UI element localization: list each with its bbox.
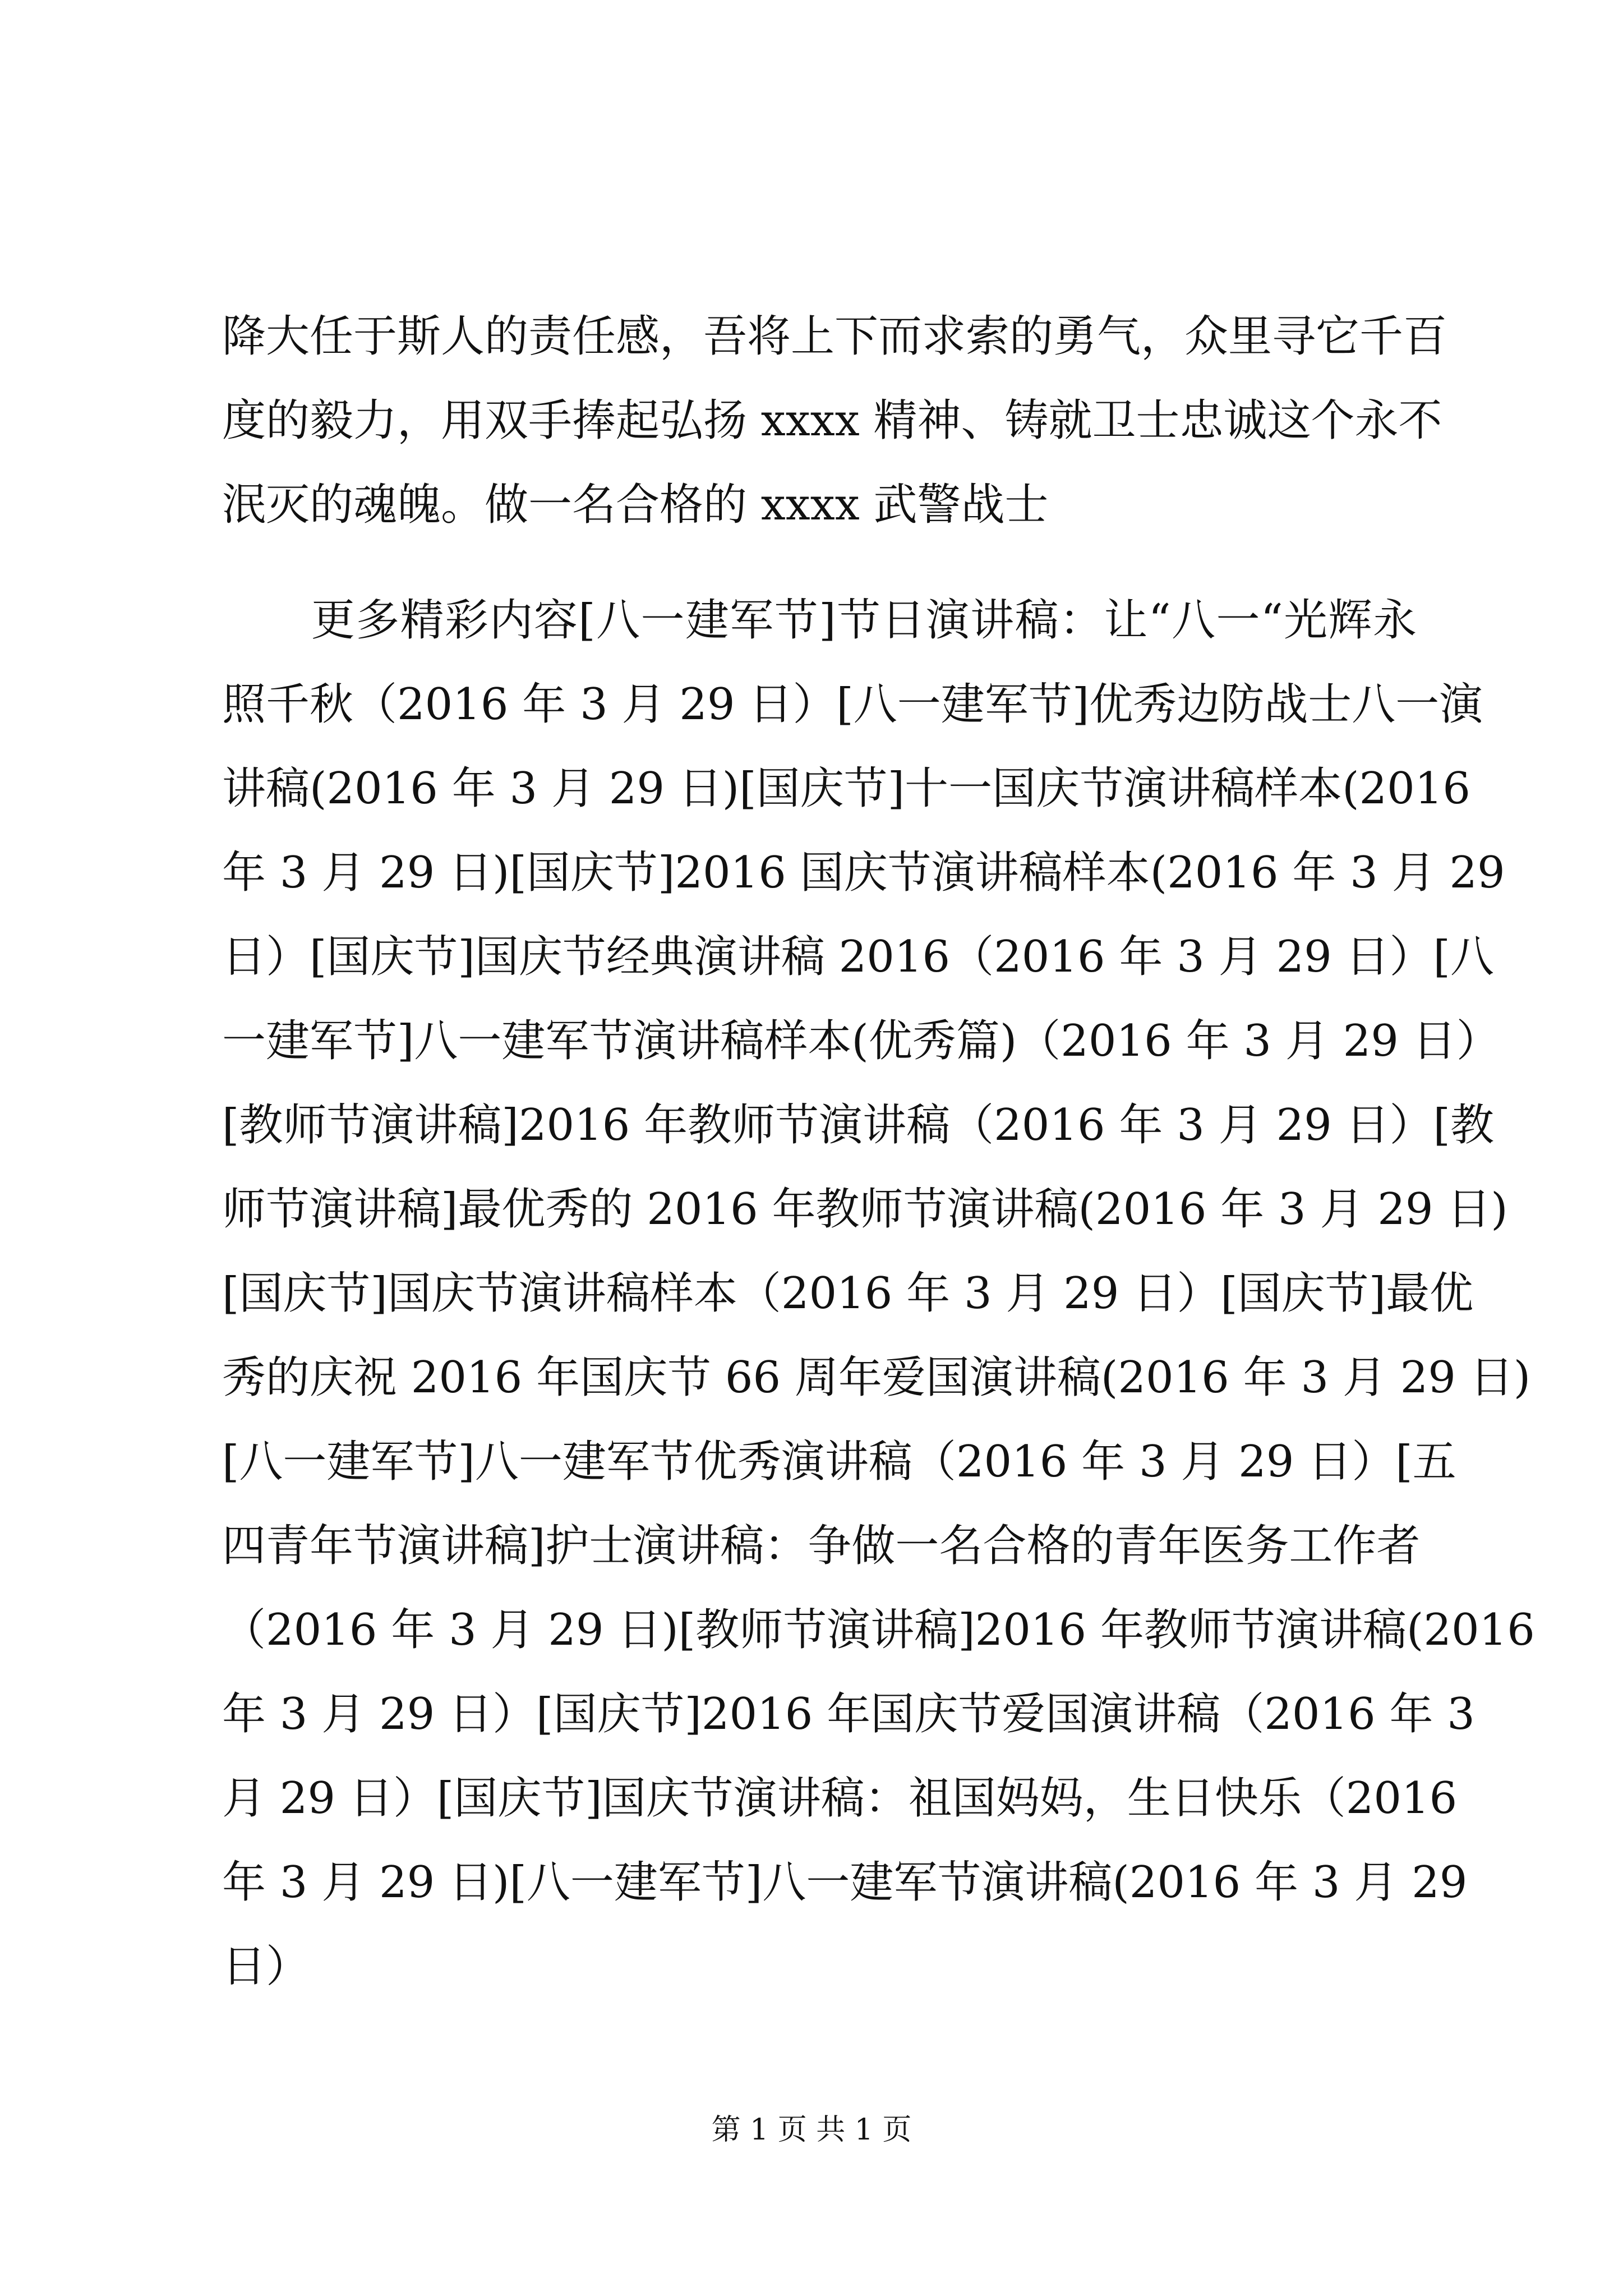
text-line: 师节演讲稿]最优秀的 2016 年教师节演讲稿(2016 年 3 月 29 日) — [222, 1184, 1508, 1235]
text-line: 年 3 月 29 日)[国庆节]2016 国庆节演讲稿样本(2016 年 3 月 29 — [222, 848, 1505, 898]
text-line: 月 29 日）[国庆节]国庆节演讲稿：祖国妈妈，生日快乐（2016 — [222, 1773, 1458, 1824]
text-line: （2016 年 3 月 29 日)[教师节演讲稿]2016 年教师节演讲稿(2016 — [222, 1605, 1535, 1655]
text-line: 四青年节演讲稿]护士演讲稿：争做一名合格的青年医务工作者 — [222, 1521, 1421, 1571]
text-line: 日） — [222, 1941, 310, 1992]
paragraph-2 — [222, 578, 1535, 2009]
text-line: [教师节演讲稿]2016 年教师节演讲稿（2016 年 3 月 29 日）[教 — [222, 1100, 1494, 1151]
text-line: 年 3 月 29 日)[八一建军节]八一建军节演讲稿(2016 年 3 月 29 — [222, 1857, 1468, 1908]
text-line: 泯灭的魂魄。做一名合格的 xxxx 武警战士 — [222, 480, 1049, 530]
text-line: 更多精彩内容[八一建军节]节日演讲稿：让“八一“光辉永 — [222, 595, 1417, 646]
text-line: 照千秋（2016 年 3 月 29 日）[八一建军节]优秀边防战士八一演 — [222, 679, 1483, 730]
paragraph-1 — [222, 295, 1447, 547]
paragraph-spacer — [222, 547, 1417, 578]
text-line: 一建军节]八一建军节演讲稿样本(优秀篇)（2016 年 3 月 29 日） — [222, 1016, 1500, 1066]
text-line: [国庆节]国庆节演讲稿样本（2016 年 3 月 29 日）[国庆节]最优 — [222, 1268, 1474, 1319]
text-line: 日）[国庆节]国庆节经典演讲稿 2016（2016 年 3 月 29 日）[八 — [222, 932, 1494, 982]
text-line: 讲稿(2016 年 3 月 29 日)[国庆节]十一国庆节演讲稿样本(2016 — [222, 763, 1471, 814]
page-footer: 第 1 页 共 1 页 — [711, 2113, 912, 2147]
text-line: 秀的庆祝 2016 年国庆节 66 周年爱国演讲稿(2016 年 3 月 29 日) — [222, 1352, 1531, 1403]
document-body — [222, 295, 1535, 2009]
text-line: 降大任于斯人的责任感，吾将上下而求索的勇气，众里寻它千百 — [222, 311, 1447, 362]
text-line: 年 3 月 29 日）[国庆节]2016 年国庆节爱国演讲稿（2016 年 3 — [222, 1689, 1475, 1740]
text-line: 度的毅力，用双手捧起弘扬 xxxx 精神、铸就卫士忠诚这个永不 — [222, 395, 1442, 446]
text-line: [八一建军节]八一建军节优秀演讲稿（2016 年 3 月 29 日）[五 — [222, 1437, 1456, 1487]
